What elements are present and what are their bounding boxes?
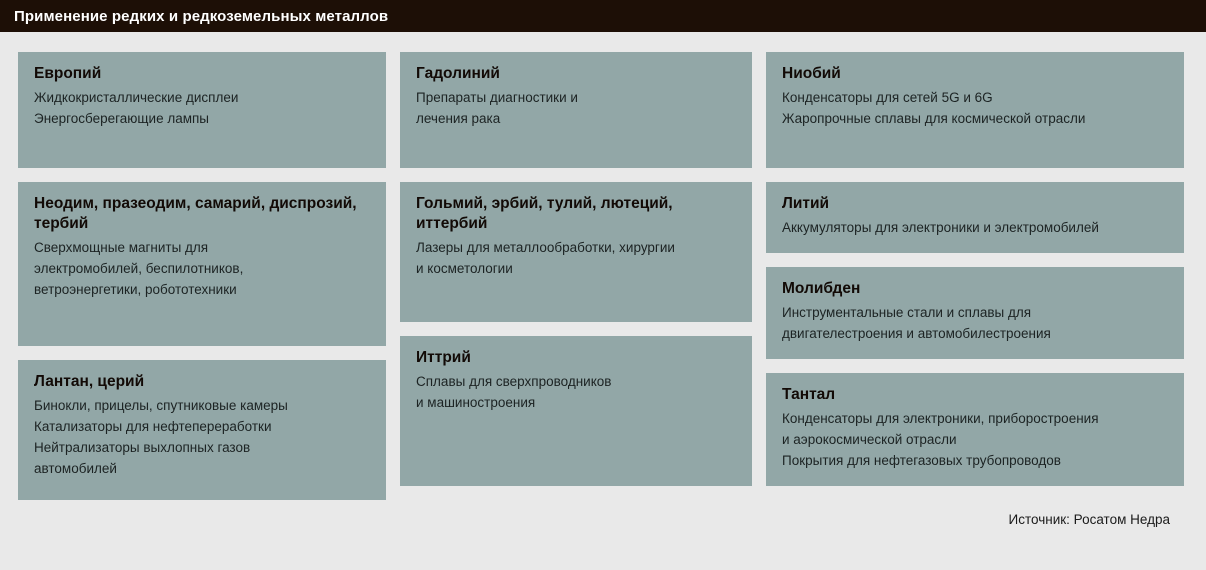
card-title: Гадолиний (416, 65, 500, 82)
card-title: Европий (34, 65, 102, 82)
card-line: Нейтрализаторы выхлопных газов (34, 439, 251, 455)
card-line: электромобилей, беспилотников, (34, 261, 244, 277)
card-title: Литий (782, 195, 830, 212)
card-line: Конденсаторы для сетей 5G и 6G (782, 90, 993, 106)
card-holmium-group (400, 182, 752, 322)
card-line: Конденсаторы для электроники, приборостроения (782, 411, 1099, 427)
column-right (766, 52, 1184, 486)
card-title: Тантал (782, 386, 836, 404)
card-line: Препараты диагностики и (416, 90, 578, 106)
card-line: и косметологии (416, 261, 513, 277)
card-tantalum (766, 373, 1184, 486)
card-line: Жидкокристаллические дисплеи (34, 90, 239, 106)
card-lanthanum-cerium (18, 360, 386, 500)
card-europium (18, 52, 386, 168)
card-title: Гольмий, эрбий, тулий, лютеций, иттербий (416, 195, 673, 233)
card-line: Катализаторы для нефтепереработки (34, 419, 272, 435)
card-title: Лантан, церий (34, 373, 145, 390)
card-title: Молибден (782, 280, 861, 298)
card-line: Аккумуляторы для электроники и электромобилей (782, 220, 1099, 236)
card-title: Иттрий (416, 349, 471, 366)
card-line: Энергосберегающие лампы (34, 111, 210, 127)
card-line: ветроэнергетики, робототехники (34, 282, 237, 298)
card-line: Сверхмощные магниты для (34, 240, 209, 256)
column-left (18, 52, 386, 500)
card-line: Лазеры для металлообработки, хирургии (416, 240, 675, 256)
source-note: Источник: Росатом Недра (1008, 512, 1170, 527)
card-lithium (766, 182, 1184, 253)
card-line: Инструментальные стали и сплавы для (782, 305, 1032, 321)
card-columns (18, 52, 1188, 500)
card-line: и аэрокосмической отрасли (782, 432, 957, 448)
card-title: Неодим, празеодим, самарий, диспрозий, тербий (34, 195, 357, 233)
title-bar (0, 0, 1206, 32)
card-line: Жаропрочные сплавы для космической отрасли (782, 111, 1086, 127)
card-neodymium-group (18, 182, 386, 346)
card-title: Ниобий (782, 65, 841, 82)
card-line: лечения рака (416, 111, 501, 127)
card-line: Сплавы для сверхпроводников (416, 374, 612, 390)
column-middle (400, 52, 752, 486)
card-niobium (766, 52, 1184, 168)
card-line: и машиностроения (416, 395, 536, 411)
page-title: Применение редких и редкоземельных металлов (14, 7, 389, 25)
card-line: Бинокли, прицелы, спутниковые камеры (34, 398, 288, 414)
card-molybdenum (766, 267, 1184, 359)
card-line: автомобилей (34, 460, 117, 476)
card-line: двигателестроения и автомобилестроения (782, 326, 1051, 342)
card-yttrium (400, 336, 752, 486)
infographic-board (0, 32, 1206, 527)
card-gadolinium (400, 52, 752, 168)
card-line: Покрытия для нефтегазовых трубопроводов (782, 453, 1061, 469)
